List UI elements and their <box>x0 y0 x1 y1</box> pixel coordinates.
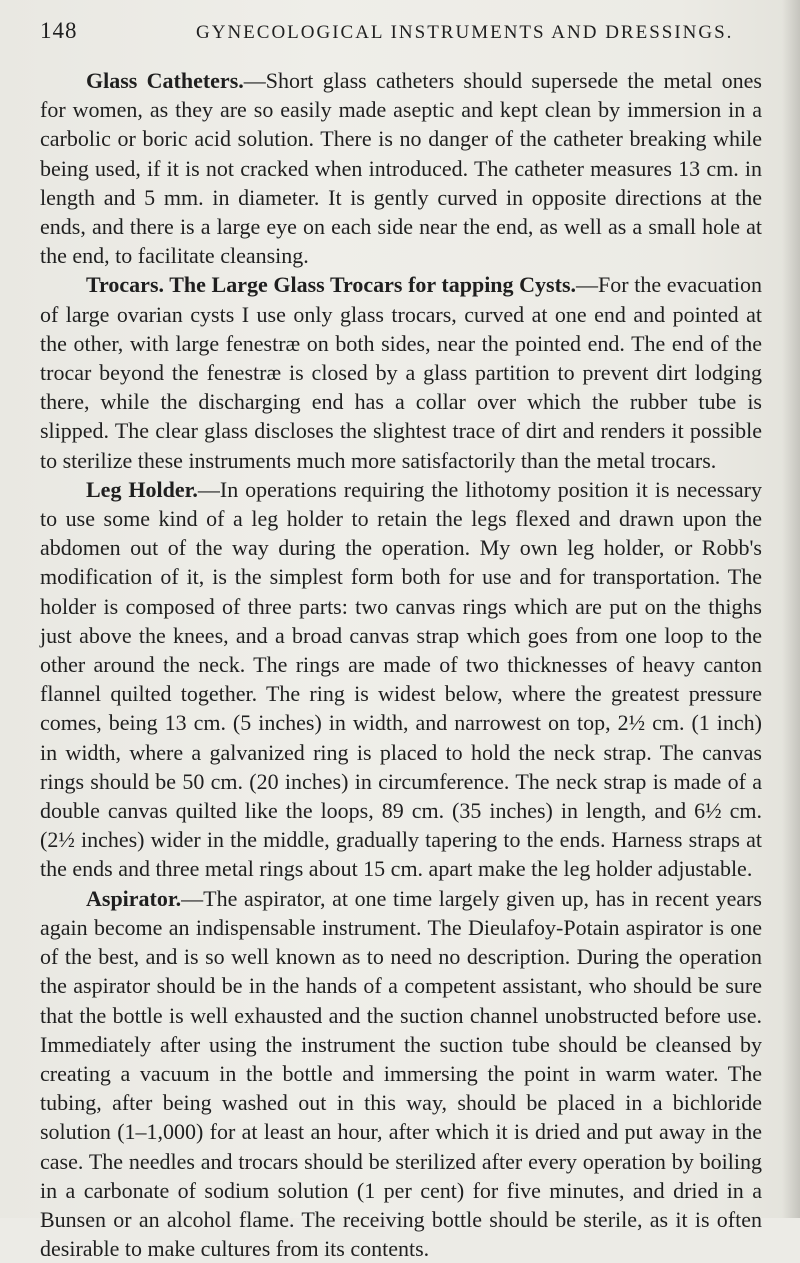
paragraph-leg-holder <box>40 475 762 884</box>
paragraph-heading: Trocars. The Large Glass Trocars for tapping Cysts. <box>86 272 577 298</box>
paragraph-text: —The aspirator, at one time largely given up, has in recent years again become an indispensable instrument. The Dieulafoy-Potain aspirator is one of the best, and is so well known as to need no description. During the operation the aspirator should be in the hands of a competent assistant, who should be sure that the bottle is well exhausted and the suction channel unobstructed before use. Immediately after using the instrument the suction tube should be cleansed by creating a vacuum in the bottle and immersing the point in warm water. The tubing, after being washed out in this way, should be placed in a bichloride solution (1–1,000) for at least an hour, after which it is dried and put away in the case. The needles and trocars should be sterilized after every operation by boiling in a carbonate of sodium solution (1 per cent) for five minutes, and dried in a Bunsen or an alcohol flame. The receiving bottle should be sterile, as it is often desirable to make cultures from its contents. <box>40 885 762 1262</box>
paragraph-text: —For the evacuation of large ovarian cysts I use only glass trocars, curved at one end and pointed at the other, with large fenestræ on both sides, near the pointed end. The end of the trocar beyond the fenestræ is closed by a glass partition to prevent dirt lodging there, while the discharging end has a collar over which the rubber tube is slipped. The clear glass discloses the slightest trace of dirt and renders it possible to sterilize these instruments much more satisfactorily than the metal trocars. <box>40 272 762 473</box>
paragraph-text: —Short glass catheters should supersede the metal ones for women, as they are so easily made aseptic and kept clean by immersion in a carbolic or boric acid solution. There is no danger of the catheter breaking while being used, if it is not cracked when introduced. The catheter measures 13 cm. in length and 5 mm. in diameter. It is gently curved in opposite directions at the ends, and there is a large eye on each side near the end, as well as a small hole at the end, to facilitate cleansing. <box>40 68 762 269</box>
paragraph-text: —In operations requiring the lithotomy position it is necessary to use some kind of a leg holder to retain the legs flexed and drawn upon the abdomen out of the way during the operation. My own leg holder, or Robb's modification of it, is the simplest form both for use and for transportation. The holder is composed of three parts: two canvas rings which are put on the thighs just above the knees, and a broad canvas strap which goes from one loop to the other around the neck. The rings are made of two thicknesses of heavy canton flannel quilted together. The ring is widest below, where the greatest pressure comes, being 13 cm. (5 inches) in width, and narrowest on top, 2½ cm. (1 inch) in width, where a galvanized ring is placed to hold the neck strap. The canvas rings should be 50 cm. (20 inches) in circumference. The neck strap is made of a double canvas quilted like the loops, 89 cm. (35 inches) in length, and 6½ cm. (2½ inches) wider in the middle, gradually tapering to the ends. Harness straps at the ends and three metal rings about 15 cm. apart make the leg holder adjustable. <box>40 476 762 882</box>
paragraph-glass-catheters <box>40 66 762 270</box>
page-edge-shadow <box>782 0 800 1218</box>
paragraph-aspirator <box>40 884 762 1263</box>
running-head: GYNECOLOGICAL INSTRUMENTS AND DRESSINGS. <box>196 22 734 43</box>
body-text <box>40 66 762 1263</box>
paragraph-trocars <box>40 270 762 474</box>
paragraph-heading: Glass Catheters. <box>86 68 244 93</box>
page-header <box>40 18 760 46</box>
page-number: 148 <box>40 18 78 43</box>
paragraph-heading: Leg Holder. <box>86 476 198 502</box>
paragraph-heading: Aspirator. <box>86 885 182 911</box>
